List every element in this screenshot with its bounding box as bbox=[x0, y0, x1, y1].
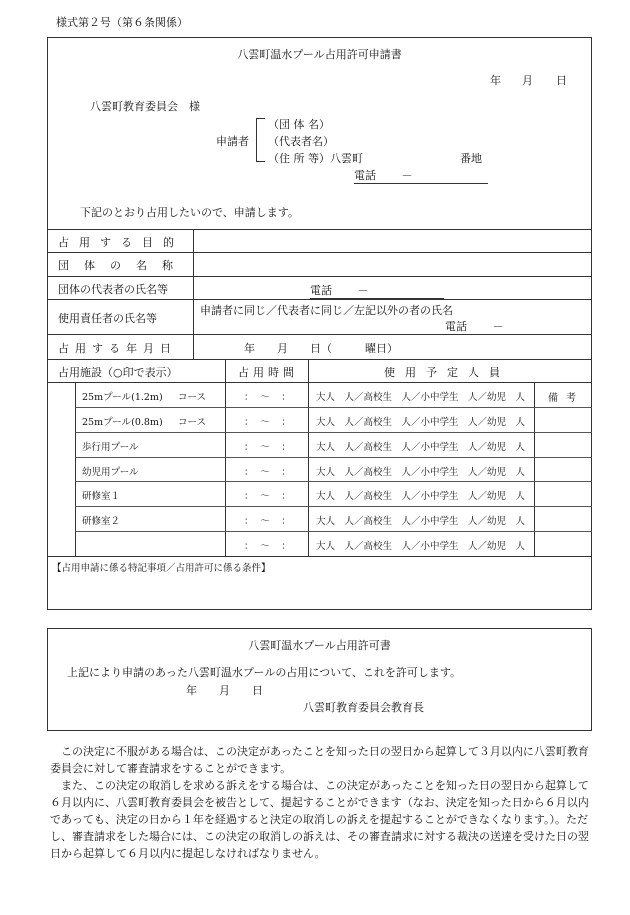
facility-time: ： ～ ： bbox=[244, 491, 292, 502]
facility-time: ： ～ ： bbox=[244, 467, 292, 478]
facility-name: 歩行用プール bbox=[82, 442, 139, 453]
field-address: （住 所 等）八雲町 bbox=[268, 152, 363, 165]
header-remarks: 備考 bbox=[548, 393, 584, 404]
date-month: 月 bbox=[522, 74, 533, 87]
field-banchi: 番地 bbox=[460, 152, 482, 165]
row-line bbox=[47, 252, 592, 253]
mark-column-divider bbox=[75, 382, 76, 556]
note-paragraph: また、この決定の取消しを求める訴えをする場合は、この決定があったことを知った日の翌日から起算して６月以内に、八雲町教育委員会を被告として、提起することができます（なお、決定を知った日から６月以内であっても、決定の日から１年を経過すると決定の取消しの訴えを提起することができなくなります。）。ただし、審査請求をした場合には、この決定の取消しの訴えは、その審査請求に対する裁決の送達を受けた日の翌日から起算して６月以内に提起しなければなりません。 bbox=[50, 779, 589, 860]
row-line bbox=[47, 299, 592, 300]
date-day: 日 bbox=[556, 74, 567, 87]
header-facility: 占用施設（○印で表示） bbox=[58, 366, 178, 379]
facility-users: 大人 人／高校生 人／小中学生 人／幼児 人 bbox=[316, 417, 526, 428]
permit-issuer: 八雲町教育委員会教育長 bbox=[303, 701, 424, 714]
notes bbox=[50, 743, 598, 862]
facility-row-line bbox=[75, 457, 592, 458]
applicant-label: 申請者 bbox=[216, 135, 249, 148]
facility-row-line bbox=[75, 481, 592, 482]
facility-time: ： ～ ： bbox=[244, 392, 292, 403]
permit-title: 八雲町温水プール占用許可書 bbox=[248, 639, 391, 652]
label-rep-name: 団体の代表者の氏名等 bbox=[58, 283, 168, 296]
facility-users: 大人 人／高校生 人／小中学生 人／幼児 人 bbox=[316, 467, 526, 478]
applicant-bracket bbox=[256, 118, 265, 162]
row-line bbox=[47, 556, 592, 557]
header-users: 使用予定人員 bbox=[384, 366, 510, 379]
row-line bbox=[47, 359, 592, 360]
label-group-name: 団体の名称 bbox=[58, 259, 188, 272]
facility-users: 大人 人／高校生 人／小中学生 人／幼児 人 bbox=[316, 491, 526, 502]
note-paragraph: この決定に不服がある場合は、この決定があったことを知った日の翌日から起算して３月以内に八雲町教育委員会に対して審査請求をすることができます。 bbox=[50, 745, 589, 775]
facility-course: コース bbox=[178, 417, 207, 428]
facility-row-line bbox=[75, 506, 592, 507]
rep-phone: 電話 － bbox=[310, 282, 444, 299]
facility-name: 研修室１ bbox=[82, 491, 121, 502]
facility-time: ： ～ ： bbox=[244, 541, 292, 552]
responsible-phone: 電話 － bbox=[445, 318, 572, 335]
facility-users: 大人 人／高校生 人／小中学生 人／幼児 人 bbox=[316, 392, 526, 403]
facility-course: コース bbox=[178, 392, 207, 403]
permit-body: 上記により申請のあった八雲町温水プールの占用について、これを許可します。 bbox=[67, 666, 462, 679]
field-representative: （代表者名） bbox=[268, 135, 334, 148]
label-date: 占用する年月日 bbox=[58, 342, 177, 355]
conditions-label: 【占用申請に係る特記事項／占用許可に係る条件】 bbox=[52, 563, 271, 574]
table-top-line bbox=[47, 229, 592, 230]
facility-time: ： ～ ： bbox=[244, 442, 292, 453]
date-year: 年 bbox=[490, 74, 501, 87]
facility-users: 大人 人／高校生 人／小中学生 人／幼児 人 bbox=[316, 516, 526, 527]
label-responsible: 使用責任者の氏名等 bbox=[58, 312, 157, 325]
permit-date: 年 月 日 bbox=[186, 684, 263, 697]
facility-name: 25mプール(0.8m) bbox=[82, 417, 163, 428]
facility-users: 大人 人／高校生 人／小中学生 人／幼児 人 bbox=[316, 541, 526, 552]
facility-users: 大人 人／高校生 人／小中学生 人／幼児 人 bbox=[316, 442, 526, 453]
label-column-divider bbox=[193, 229, 194, 359]
facility-name: 25mプール(1.2m) bbox=[82, 392, 163, 403]
facility-time: ： ～ ： bbox=[244, 417, 292, 428]
field-group-name: （団 体 名） bbox=[268, 118, 330, 131]
row-line bbox=[47, 276, 592, 277]
form-number: 様式第２号（第６条関係） bbox=[56, 16, 188, 29]
facility-name: 研修室２ bbox=[82, 516, 121, 527]
addressee: 八雲町教育委員会 様 bbox=[90, 100, 200, 113]
facility-row-line bbox=[75, 407, 592, 408]
facility-name: 幼児用プール bbox=[82, 467, 139, 478]
field-phone: 電話 － bbox=[354, 167, 488, 184]
application-statement: 下記のとおり占用したいので、申請します。 bbox=[80, 206, 299, 219]
application-title: 八雲町温水プール占用許可申請書 bbox=[237, 48, 402, 61]
row-line bbox=[47, 382, 592, 383]
responsible-options: 申請者に同じ／代表者に同じ／左記以外の者の氏名 bbox=[200, 304, 453, 317]
header-time: 占用時間 bbox=[238, 366, 298, 379]
facility-row-line bbox=[75, 531, 592, 532]
label-purpose: 占用する目的 bbox=[58, 236, 184, 249]
remarks-column-divider bbox=[534, 382, 535, 556]
facility-row-line bbox=[75, 432, 592, 433]
facility-time: ： ～ ： bbox=[244, 516, 292, 527]
date-value: 年 月 日（ 曜日） bbox=[244, 342, 398, 355]
